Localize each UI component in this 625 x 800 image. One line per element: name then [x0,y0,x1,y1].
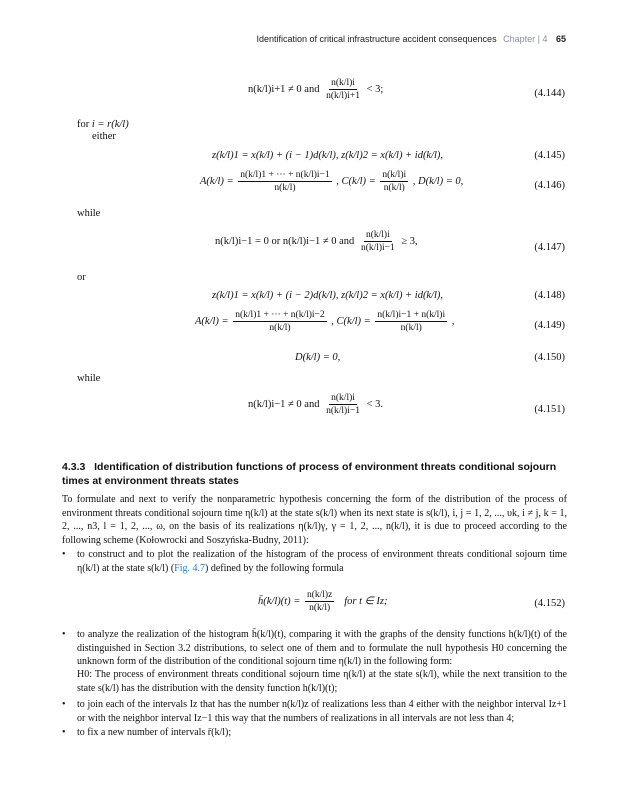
bullet-icon: • [62,727,66,738]
equation-number: (4.151) [534,404,565,415]
header-title: Identification of critical infrastructure accident consequences [256,34,497,44]
fraction: $\frac{n(k/l)i}{n(k/l)i-1}$ [360,230,395,253]
equation-number: (4.146) [534,180,565,191]
fraction: $\frac{n(k/l)z}{n(k/l)}$ [306,590,333,613]
list-item: • to construct and to plot the realization of the histogram of the process of environment threats conditional sojourn time η(k/l) at the state s(k/l) (Fig. 4.7) defined by the following formula [62,549,567,574]
null-hypothesis: H0: The process of environment threats conditional sojourn time η(k/l) at the state s(k/l), while the next transition to the state s(k/l) has the distribution with the density function h(k/l)(t); [77,669,567,694]
fraction: $\frac{n(k/l)i}{n(k/l)}$ [382,170,407,193]
equation-4-152: h̄(k/l)(t) = $\frac{n(k/l)z}{n(k/l)}$ for t ∈ Iz; [258,590,388,613]
page-number: 65 [555,34,566,44]
fraction: $\frac{n(k/l)i}{n(k/l)i+1}$ [326,78,360,101]
running-header [0,34,566,44]
section-title: Identification of distribution functions of process of environment threats conditional sojourn times at environment threats states [62,461,557,487]
list-item: • to fix a new number of intervals r̄(k/l); [62,727,232,738]
equation-4-149: A(k/l) = $\frac{n(k/l)1 + \cdot\cdot\cdot + n(k/l)i-2}{n(k/l)}$ , C(k/l) = $\frac{n(k/l)i-1 + n(k/l)i}{n(k/l)}$ , [195,310,455,333]
equation-4-147: n(k/l)i−1 = 0 or n(k/l)i−1 ≠ 0 and $\frac{n(k/l)i}{n(k/l)i-1}$ ≥ 3, [215,230,418,253]
fraction: $\frac{n(k/l)i}{n(k/l)i-1}$ [326,393,360,416]
equation-4-150: D(k/l) = 0, [295,352,341,363]
equation-4-148: z(k/l)1 = x(k/l) + (i − 2)d(k/l), z(k/l)2 = x(k/l) + id(k/l), [212,290,444,301]
equation-4-151: n(k/l)i−1 ≠ 0 and $\frac{n(k/l)i}{n(k/l)i-1}$ < 3. [248,393,383,416]
or-word: or [77,272,86,283]
fraction: $\frac{n(k/l)1 + \cdot\cdot\cdot + n(k/l)i-1}{n(k/l)}$ [240,170,330,193]
section-heading [62,460,567,488]
header-chapter: Chapter | 4 [503,34,548,44]
equation-number: (4.152) [534,598,565,609]
either-word: either [92,131,116,142]
equation-number: (4.149) [534,320,565,331]
equation-number: (4.148) [534,290,565,301]
while-word: while [77,373,101,384]
equation-4-145: z(k/l)1 = x(k/l) + (i − 1)d(k/l), z(k/l)2 = x(k/l) + id(k/l), [212,150,444,161]
equation-number: (4.147) [534,242,565,253]
equation-4-146: A(k/l) = $\frac{n(k/l)1 + \cdot\cdot\cdot + n(k/l)i-1}{n(k/l)}$ , C(k/l) = $\frac{n(k/l)i}{n(k/l)}$ , D(k/l) = 0, [200,170,464,193]
list-item: • to join each of the intervals Iz that has the number n(k/l)z of realizations less than 4 either with the neighbor interval Iz+1 or with the neighbor interval Iz−1 this way that the numbers of realizations in all intervals are not less than 4; [62,699,567,724]
fraction: $\frac{n(k/l)1 + \cdot\cdot\cdot + n(k/l)i-2}{n(k/l)}$ [235,310,325,333]
bullet-icon: • [62,549,66,560]
eq-lhs: n(k/l)i+1 ≠ 0 and [248,83,320,95]
section-number: 4.3.3 [62,461,86,473]
equation-number: (4.145) [534,150,565,161]
intro-paragraph: To formulate and next to verify the nonparametric hypothesis concerning the form of the distribution of the process of environment threats conditional sojourn time η(k/l) at the state s(k/l) when its next state is s(k/l), i, j = 1, 2, ..., υk, i ≠ j, k = 1, 2, ..., n3, l = 1, 2, ..., ω, on the basis of its realizations η(k/l)γ, γ = 1, 2, ..., n(k/l), it is due to proceed according to the following scheme (Kołowrocki and Soszyńska-Budny, 2011): [62,494,567,546]
equation-number: (4.150) [534,352,565,363]
equation-4-144 [248,78,383,101]
equation-number: (4.144) [534,88,565,99]
for-condition: for i = r(k/l) [77,119,129,130]
eq-relation: < 3; [366,83,384,95]
list-item: • to analyze the realization of the histogram h̄(k/l)(t), comparing it with the graphs of the density functions h(k/l)(t) of the distinguished in Section 3.2 distributions, to select one of them and to formulate the null hypothesis H0 concerning the unknown form of the distribution of the conditional sojourn time η(k/l) in the following form: [62,629,567,667]
bullet-icon: • [62,629,66,640]
while-word: while [77,208,101,219]
bullet-icon: • [62,699,66,710]
fraction: $\frac{n(k/l)i-1 + n(k/l)i}{n(k/l)}$ [377,310,446,333]
figure-link[interactable]: Fig. 4.7 [174,562,205,574]
